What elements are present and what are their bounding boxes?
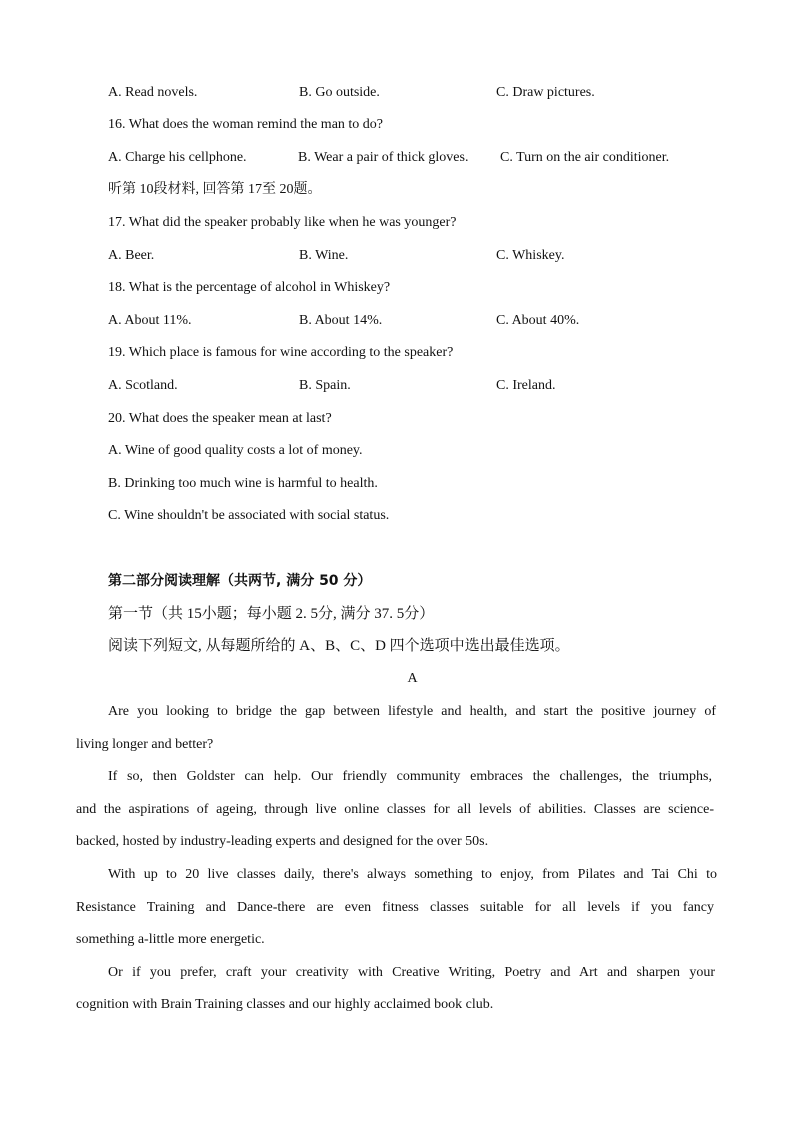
q20-option-b: B. Drinking too much wine is harmful to health. [108, 476, 378, 491]
passage-p3-line2: Resistance Training and Dance-there are even fitness classes suitable for all levels if you fancy [76, 900, 714, 915]
q16-option-c: C. Turn on the air conditioner. [500, 150, 670, 165]
q15-option-b: B. Go outside. [299, 85, 380, 100]
q17-question: 17. What did the speaker probably like when he was younger? [108, 215, 457, 230]
passage-label: A [407, 671, 418, 686]
q19-options [0, 377, 793, 395]
q19-question: 19. Which place is famous for wine according to the speaker? [108, 345, 454, 360]
q16-question: 16. What does the woman remind the man to do? [108, 117, 384, 132]
q15-option-c: C. Draw pictures. [496, 85, 595, 100]
q15-options [0, 84, 793, 102]
passage-p3-line1: With up to 20 live classes daily, there's always something to enjoy, from Pilates and Tai Chi to [108, 867, 717, 882]
q19-option-b: B. Spain. [299, 378, 351, 393]
q20-question: 20. What does the speaker mean at last? [108, 411, 332, 426]
q18-option-c: C. About 40%. [496, 313, 580, 328]
q17-option-a: A. Beer. [108, 248, 155, 263]
q18-option-a: A. About 11%. [108, 313, 192, 328]
q18-question: 18. What is the percentage of alcohol in Whiskey? [108, 280, 391, 295]
section10-intro: 听第 10段材料, 回答第 17至 20题。 [108, 182, 322, 197]
part2-section1: 第一节（共 15小题；每小题 2. 5分, 满分 37. 5分） [108, 606, 435, 622]
q15-option-a: A. Read novels. [108, 85, 198, 100]
part2-title: 第二部分阅读理解（共两节, 满分 50 分） [108, 573, 372, 589]
passage-p1-line1: Are you looking to bridge the gap between lifestyle and health, and start the positive journey of [108, 704, 716, 719]
q17-options [0, 247, 793, 265]
passage-p1-line2: living longer and better? [76, 737, 214, 752]
passage-p2-line3: backed, hosted by industry-leading experts and designed for the over 50s. [76, 834, 489, 849]
q16-options [0, 149, 793, 167]
q19-option-c: C. Ireland. [496, 378, 556, 393]
q17-option-c: C. Whiskey. [496, 248, 565, 263]
q16-option-b: B. Wear a pair of thick gloves. [298, 150, 469, 165]
q20-option-a: A. Wine of good quality costs a lot of money. [108, 443, 363, 458]
q18-option-b: B. About 14%. [299, 313, 383, 328]
q17-option-b: B. Wine. [299, 248, 349, 263]
passage-p3-line3: something a-little more energetic. [76, 932, 265, 947]
q19-option-a: A. Scotland. [108, 378, 178, 393]
passage-p4-line1: Or if you prefer, craft your creativity with Creative Writing, Poetry and Art and sharpen your [108, 965, 715, 980]
part2-instruction: 阅读下列短文, 从每题所给的 A、B、C、D 四个选项中选出最佳选项。 [108, 638, 570, 654]
q20-option-c: C. Wine shouldn't be associated with social status. [108, 508, 390, 523]
q16-option-a: A. Charge his cellphone. [108, 150, 247, 165]
passage-p2-line1: If so, then Goldster can help. Our friendly community embraces the challenges, the triumphs, [108, 769, 712, 784]
passage-p2-line2: and the aspirations of ageing, through live online classes for all levels of abilities. Classes are science- [76, 802, 714, 817]
passage-p4-line2: cognition with Brain Training classes and our highly acclaimed book club. [76, 997, 494, 1012]
q18-options [0, 312, 793, 330]
